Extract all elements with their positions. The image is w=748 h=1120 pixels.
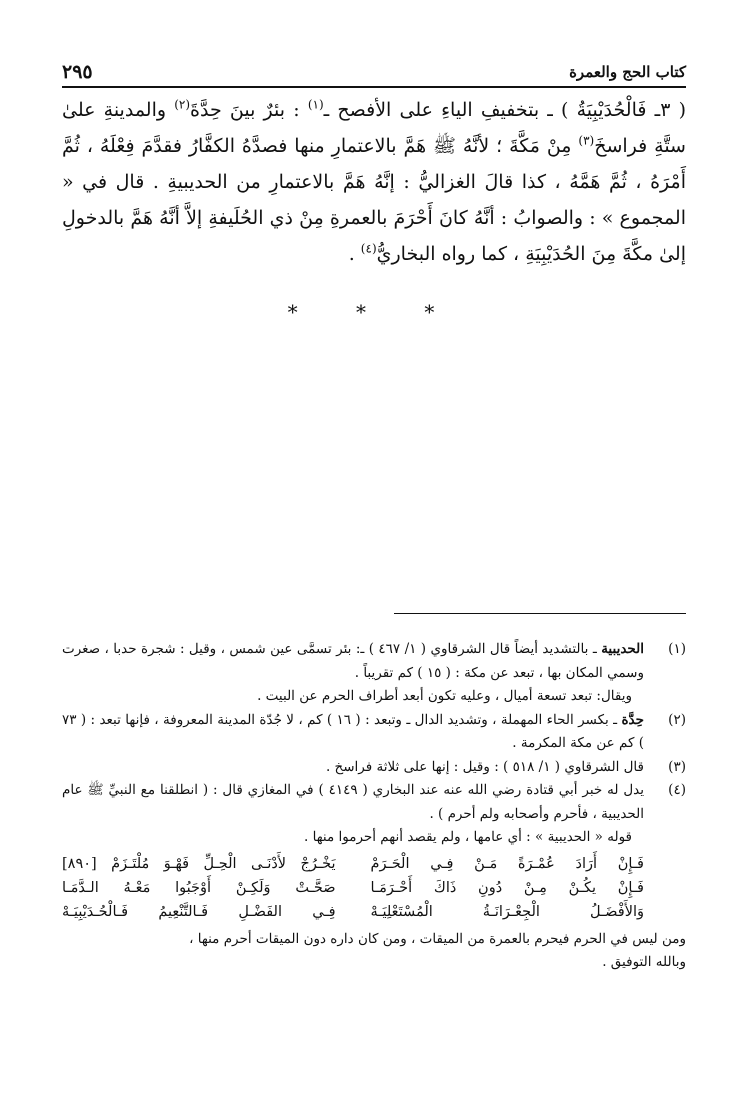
poem-hemistich-first: فَـإِنْ أَرَادَ عُمْـرَةً مَـنْ فِـي الْحَـرَمْ: [370, 855, 644, 872]
footnote-term: حِدَّة: [621, 711, 644, 728]
footnote-number: (١): [668, 641, 686, 657]
footnote-divider: [394, 613, 686, 614]
footnote-body: [62, 638, 644, 709]
poem-verse: [62, 876, 644, 900]
footnote-line: يدل له خبر أبي قتادة رضي الله عنه عند البخاري ( ٤١٤٩ ) في المغازي قال : ( انطلقنا مع النبيِّ ﷺ عام الحديبية ، فأحرم وأصحابه ولم أحرم ) .: [62, 782, 644, 822]
page-header: [62, 52, 686, 88]
closing-line: ومن ليس في الحرم فيحرم بالعمرة من الميقات ، ومن كان داره دون الميقات أحرم منها ،: [189, 930, 686, 947]
footnote-body: [62, 756, 644, 780]
footnote-line: [62, 638, 644, 685]
poem-hemistich-first: وَالأَفْضَـلُ الْجِعْـرَانَـةُ الْمُسْتَعْلِيَـهْ: [370, 903, 644, 920]
footnote-term: الحديبية: [601, 641, 644, 657]
footnote-line: قوله « الحديبية » : أي عامها ، ولم يقصد أنهم أحرموا منها .: [304, 829, 632, 845]
footnote-text: ـ بالتشديد أيضاً قال الشرقاوي ( ١/ ٤٦٧ ) ـ: بئر تسمَّى عين شمس ، وقيل : شجرة حدبا ، صغرت وسمي المكان بها ، تبعد عن مكة : ( ١٥ ) كم تقريباً .: [62, 641, 644, 681]
footnote-closing: [62, 928, 686, 975]
poem: [62, 852, 644, 924]
footnote-line: [62, 709, 644, 756]
footnote-ref-3: (٣): [578, 133, 595, 148]
main-text-lead: ( ٣ـ فَالْحُدَيْبِيَةُ ) ـ بتخفيفِ الياءِ على الأفصح ـ: [323, 99, 687, 121]
page-number: ٢٩٥: [62, 61, 93, 83]
section-separator: * * *: [287, 300, 461, 324]
footnotes: [62, 638, 686, 975]
footnote-1: [62, 638, 686, 709]
footnote-line: قال الشرقاوي ( ١/ ٥١٨ ) : وقيل : إنها على ثلاثة فراسخ .: [325, 758, 644, 775]
footnote-body: [62, 709, 644, 756]
footnote-number: (٣): [668, 758, 686, 775]
footnote-2: [62, 709, 686, 756]
footnote-ref-4: (٤): [360, 241, 377, 256]
footnote-body: [62, 779, 644, 926]
footnote-line: ويقال: تبعد تسعة أميال ، وعليه تكون أبعد أطراف الحرم عن البيت .: [257, 688, 632, 704]
footnote-4: [62, 779, 686, 926]
poem-verse: [62, 852, 644, 876]
poem-hemistich-second: يَخْـرُجْ لأَدْنَـى الْحِـلِّ فَهْـوَ مُلْتَـزَمْ [٨٩٠]: [62, 855, 336, 872]
main-text-part-3: مِنْ مَكَّةَ ؛ لأنَّهُ ﷺ هَمَّ بالاعتمارِ منها فصدَّهُ الكفَّارُ فقدَّمَ فِعْلَهُ ، ثُمَّ أَمْرَهُ ، ثُمَّ هَمَّهُ ، كذا قالَ الغزاليُّ : إنَّهُ هَمَّ بالاعتمارِ من الحديبيةِ . قال في « المجموع » : والصوابُ : أنَّهُ كانَ أَحْرَمَ بالعمرةِ مِنْ ذي الحُلَيفةِ إلاَّ أنَّهُ هَمَّ بالدخولِ إلىٰ مكَّةَ مِنَ الحُدَيْبِيَةِ ، كما رواه البخاريُّ: [62, 135, 686, 265]
main-text-part-4: .: [348, 243, 361, 265]
main-paragraph: [62, 92, 686, 272]
poem-hemistich-first: فَـإِنْ يكُـنْ مِـنْ دُونِ ذَاكَ أَحْـرَمَـا: [370, 879, 644, 896]
poem-verse: [62, 900, 644, 924]
running-title: كتاب الحج والعمرة: [569, 63, 686, 81]
main-text: [62, 92, 686, 272]
footnote-number: (٢): [668, 711, 686, 728]
main-text-part-1: : بئرٌ بينَ حِدَّةَ: [190, 99, 308, 121]
footnote-3: [62, 756, 686, 780]
footnote-text: ـ بكسر الحاء المهملة ، وتشديد الدال ـ وتبعد : ( ١٦ ) كم ، لا جُدّة المدينة المعروفة ، فإنها تبعد : ( ٧٣ ) كم عن مكة المكرمة .: [62, 711, 644, 751]
footnote-ref-1: (١): [307, 97, 324, 112]
footnote-ref-2: (٢): [174, 97, 191, 112]
closing-line: وبالله التوفيق .: [602, 954, 686, 970]
footnote-number: (٤): [668, 782, 686, 798]
poem-hemistich-second: فِـي الفَضْـلِ فَـالتَّنْعِيمُ فَـالْحُـدَيْبِيَـهْ: [62, 903, 336, 920]
poem-hemistich-second: صَحَّـتْ وَلَكِـنْ أَوْجَبُوا مَعْـهُ الـدَّمَـا: [62, 879, 336, 896]
main-text-part-2: والمدينةِ علىٰ ستَّةِ فراسخَ: [62, 99, 686, 157]
